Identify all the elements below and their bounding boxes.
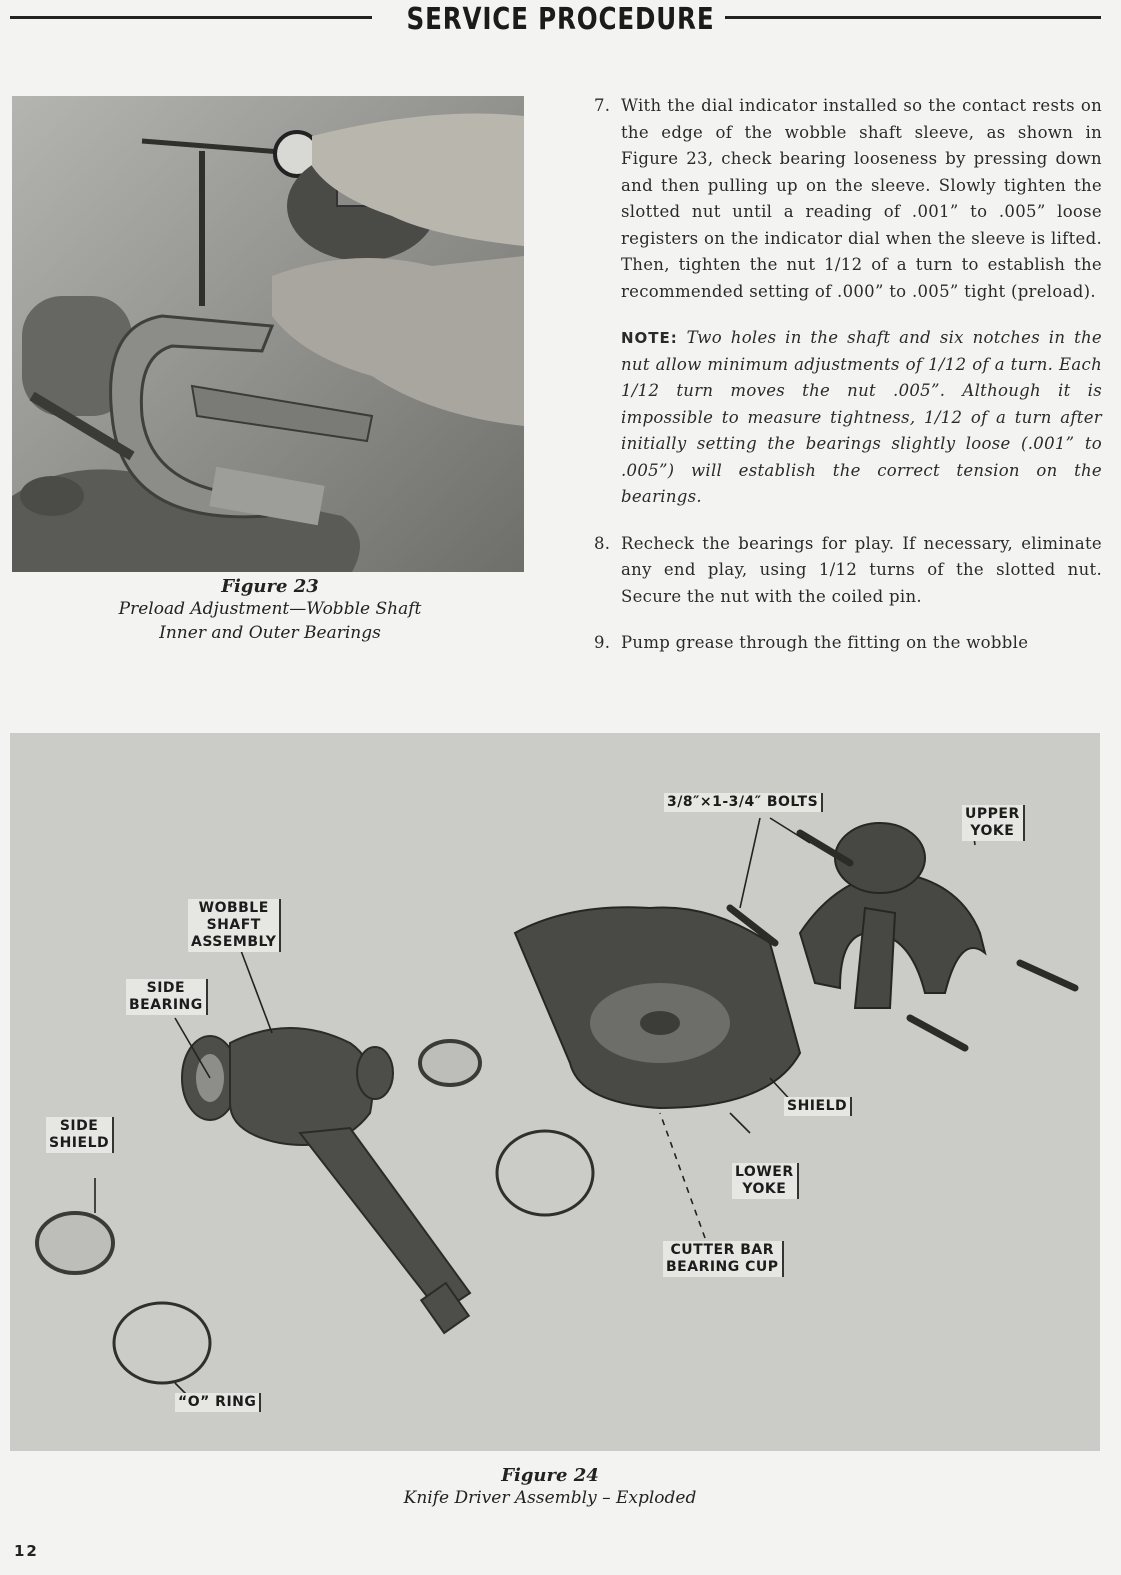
step-8 [594,531,1102,611]
label-bolts: 3/8″×1-3/4″ BOLTS [664,793,823,812]
step-8-text: Recheck the bearings for play. If necessary, eliminate any end play, using 1/12 turns of the slotted nut. Secure the nut with the coiled pin. [621,533,1102,606]
step-9-text: Pump grease through the fitting on the wobble [621,633,1029,652]
figure-23-title: Figure 23 [221,576,319,597]
step-9-number: 9. [594,633,611,652]
label-lower-yoke-line-1: LOWER [735,1164,794,1180]
label-side-shield-line-1: SIDE [59,1118,99,1134]
label-upper-yoke-line-2: YOKE [970,823,1015,839]
figure-23-caption-line-2: Inner and Outer Bearings [159,623,381,643]
label-wobble-shaft [188,899,281,952]
page-header-title: SERVICE PROCEDURE [406,2,715,37]
label-lower-yoke-line-2: YOKE [742,1181,787,1197]
figure-24-title: Figure 24 [501,1465,599,1486]
label-upper-yoke [962,805,1025,841]
figure-23-caption [110,576,430,645]
figure-24-caption [360,1465,740,1510]
figure-23-illustration [12,96,524,572]
label-side-bearing [126,979,208,1015]
note-paragraph [594,325,1102,511]
label-side-shield-line-2: SHIELD [49,1135,110,1151]
note-label: NOTE: [621,329,678,347]
figure-24-illustration [10,733,1100,1451]
label-cutter-bar-cup-line-2: BEARING CUP [666,1259,779,1275]
figure-23-photo [12,96,524,572]
step-7-text: With the dial indicator installed so the contact rests on the edge of the wobble shaft sleeve, as shown in Figure 23, check bearing looseness by pressing down and then pulling up on the sleeve. Slowly tighten the slotted nut until a reading of .001” to .005” loose registers on the indicator dial when the sleeve is lifted. Then, tighten the nut 1/12 of a turn to establish the recommended setting of .000” to .005” tight (preload). [621,96,1102,301]
label-o-ring: “O” RING [175,1393,261,1412]
figure-24-caption-text: Knife Driver Assembly – Exploded [403,1488,697,1508]
label-cutter-bar-cup-line-1: CUTTER BAR [670,1242,775,1258]
label-side-bearing-line-2: BEARING [129,997,203,1013]
figure-23-caption-line-1: Preload Adjustment—Wobble Shaft [118,599,422,619]
label-wobble-shaft-line-3: ASSEMBLY [191,934,277,950]
label-shield: SHIELD [784,1097,852,1116]
note-text: Two holes in the shaft and six notches in the nut allow minimum adjustments of 1/12 of a turn. Each 1/12 turn moves the nut .005”. Although it is impossible to measure tightness, 1/12 of a turn after initially setting the bearings slightly loose (.001” to .005”) will establish the correct tension on the bearings. [621,328,1102,506]
procedure-text-column [594,93,1102,674]
label-wobble-shaft-line-2: SHAFT [206,917,261,933]
label-wobble-shaft-line-1: WOBBLE [198,900,269,916]
label-cutter-bar-cup [663,1241,784,1277]
label-upper-yoke-line-1: UPPER [965,806,1020,822]
step-9 [594,630,1102,657]
step-8-number: 8. [594,533,611,553]
label-lower-yoke [732,1163,799,1199]
label-side-shield [46,1117,114,1153]
label-side-bearing-line-1: SIDE [146,980,186,996]
step-7-number: 7. [594,96,611,115]
page-number: 12 [14,1542,39,1560]
step-7 [594,93,1102,305]
figure-24-photo [10,733,1100,1451]
